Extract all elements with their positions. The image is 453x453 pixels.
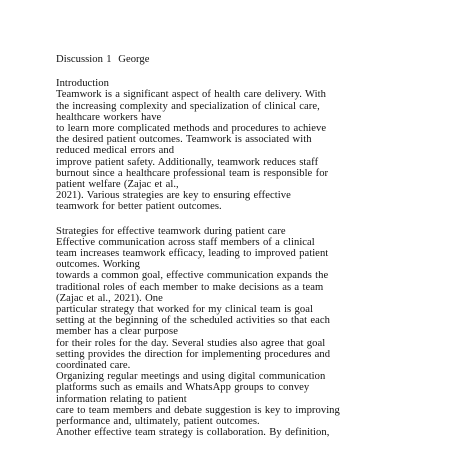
document-page <box>56 54 448 439</box>
strategies-text-line: information relating to patient <box>56 393 187 405</box>
strategies-text-line: Another effective team strategy is collaboration. By definition, <box>56 427 330 439</box>
intro-text-line: reduced medical errors and <box>56 145 175 157</box>
intro-text-line: improve patient safety. Additionally, teamwork reduces staff <box>56 156 319 168</box>
strategies-text-line: setting provides the direction for implementing procedures and <box>56 348 331 360</box>
strategies-text-line: member has a clear purpose <box>56 326 178 338</box>
strategies-text-line: particular strategy that worked for my clinical team is goal <box>56 304 313 316</box>
document-title: Discussion 1 George <box>56 54 150 65</box>
strategies-section <box>56 226 448 439</box>
strategies-text-line: care to team members and debate suggestion is key to improving <box>56 404 340 416</box>
intro-text-line: to learn more complicated methods and procedures to achieve <box>56 123 327 135</box>
intro-text-line: teamwork for better patient outcomes. <box>56 201 222 213</box>
intro-heading: Introduction <box>56 78 109 90</box>
strategies-text-line: outcomes. Working <box>56 259 140 271</box>
strategies-text-line: team increases teamwork efficacy, leading to improved patient <box>56 248 329 260</box>
section-gap <box>56 213 448 226</box>
intro-text-line: 2021). Various strategies are key to ensuring effective <box>56 190 291 202</box>
strategies-text-line: Effective communication across staff members of a clinical <box>56 236 315 248</box>
intro-text-line: the desired patient outcomes. Teamwork is associated with <box>56 134 312 146</box>
strategies-text-line: for their roles for the day. Several studies also agree that goal <box>56 337 326 349</box>
strategies-text-line: (Zajac et al., 2021). One <box>56 292 163 304</box>
intro-text-line: healthcare workers have <box>56 111 162 123</box>
strategies-text-line: towards a common goal, effective communication expands the <box>56 270 329 282</box>
intro-text-line: Teamwork is a significant aspect of health care delivery. With <box>56 89 327 101</box>
strategies-heading: Strategies for effective teamwork during patient care <box>56 225 286 237</box>
intro-text-line: the increasing complexity and specialization of clinical care, <box>56 100 320 112</box>
intro-section <box>56 78 448 212</box>
strategies-text-line: performance and, ultimately, patient outcomes. <box>56 416 260 428</box>
intro-text-line: patient welfare (Zajac et al., <box>56 179 179 191</box>
strategies-text-line: traditional roles of each member to make decisions as a team <box>56 281 324 293</box>
strategies-text-line: platforms such as emails and WhatsApp groups to convey <box>56 382 310 394</box>
intro-text-line: burnout since a healthcare professional team is responsible for <box>56 167 329 179</box>
strategies-text-line: coordinated care. <box>56 360 131 372</box>
strategies-text-line: setting at the beginning of the scheduled activities so that each <box>56 315 331 327</box>
strategies-text-line: Organizing regular meetings and using digital communication <box>56 371 326 383</box>
